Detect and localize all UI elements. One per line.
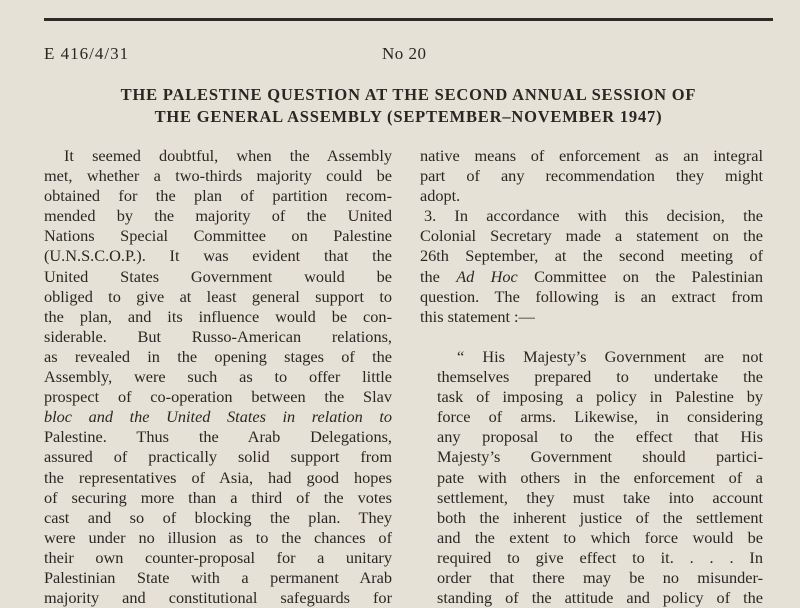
quote-line: themselves prepared to undertake the [437,367,763,387]
text-line: prospect of co-operation between the Slav [44,387,392,407]
text-line: cast and so of blocking the plan. They [44,507,392,527]
quote-line: order that there may be no misunder- [437,567,763,587]
text-line: majority and constitutional safeguards for [44,588,392,608]
document-title [40,84,777,128]
quote-line: standing of the attitude and policy of the [437,588,763,608]
text-line: 26th September, at the second meeting of [420,246,763,266]
quote-line: and the extent to which force would be [437,527,763,547]
text-line: 3. In accordance with this decision, the [424,206,763,226]
italic-term: Ad Hoc [456,266,518,286]
file-reference: E 416/4/31 [44,44,130,63]
left-column [44,146,392,608]
right-column [420,146,763,608]
text-line: Palestine. Thus the Arab Delegations, [44,427,392,447]
quote-line: force of arms. Likewise, in considering [437,407,763,427]
text-line: met, whether a two-thirds majority could be [44,166,392,186]
quoted-statement [437,347,763,608]
text-line: the plan, and its influence would be con- [44,306,392,326]
quote-line: any proposal to the effect that His [437,427,763,447]
text-line: this statement :— [420,306,535,326]
text-line: Palestinian State with a permanent Arab [44,567,392,587]
document-number: No 20 [382,44,427,63]
text-line: (U.N.S.C.O.P.). It was evident that the [44,246,392,266]
quote-line: task of imposing a policy in Palestine by [437,387,763,407]
text-line: as revealed in the opening stages of the [44,346,392,366]
title-line-2: THE GENERAL ASSEMBLY (SEPTEMBER–NOVEMBER 1947) [154,107,663,126]
quote-line: settlement, they must take into account [437,487,763,507]
quote-line: required to give effect to it. . . . In [437,547,763,567]
text-line: Assembly, were such as to offer little [44,367,392,387]
text-line: of securing more than a third of the votes [44,487,392,507]
paragraph-gap [420,327,763,347]
quote-line: Majesty’s Government should partici- [437,447,763,467]
quote-line: both the inherent justice of the settlement [437,507,763,527]
text-line: siderable. But Russo-American relations, [44,326,392,346]
text-line: were under no illusion as to the chances of [44,527,392,547]
text-line: obtained for the plan of partition recom- [44,186,392,206]
text-line: native means of enforcement as an integral [420,146,763,165]
text-line: their own counter-proposal for a unitary [44,547,392,567]
text-line: question. The following is an extract from [420,286,763,306]
quote-line: pate with others in the enforcement of a [437,467,763,487]
text-line: assured of practically solid support from [44,447,392,467]
text-line: Nations Special Committee on Palestine [44,226,392,246]
text-line: the Ad Hoc Committee on the Palestinian [420,266,763,286]
text-line: the representatives of Asia, had good hopes [44,467,392,487]
text-line: mended by the majority of the United [44,206,392,226]
text-line: United States Government would be [44,266,392,286]
text-line: obliged to give at least general support to [44,286,392,306]
text-line: part of any recommendation they might [420,166,763,186]
text-line: Colonial Secretary made a statement on the [420,226,763,246]
quote-line: “ His Majesty’s Government are not [457,346,763,366]
top-rule [44,18,773,21]
title-line-1: THE PALESTINE QUESTION AT THE SECOND ANNUAL SESSION OF [120,85,697,104]
text-line: bloc and the United States in relation to [44,407,392,427]
text-line: It seemed doubtful, when the Assembly [64,146,392,165]
text-line: adopt. [420,186,461,206]
